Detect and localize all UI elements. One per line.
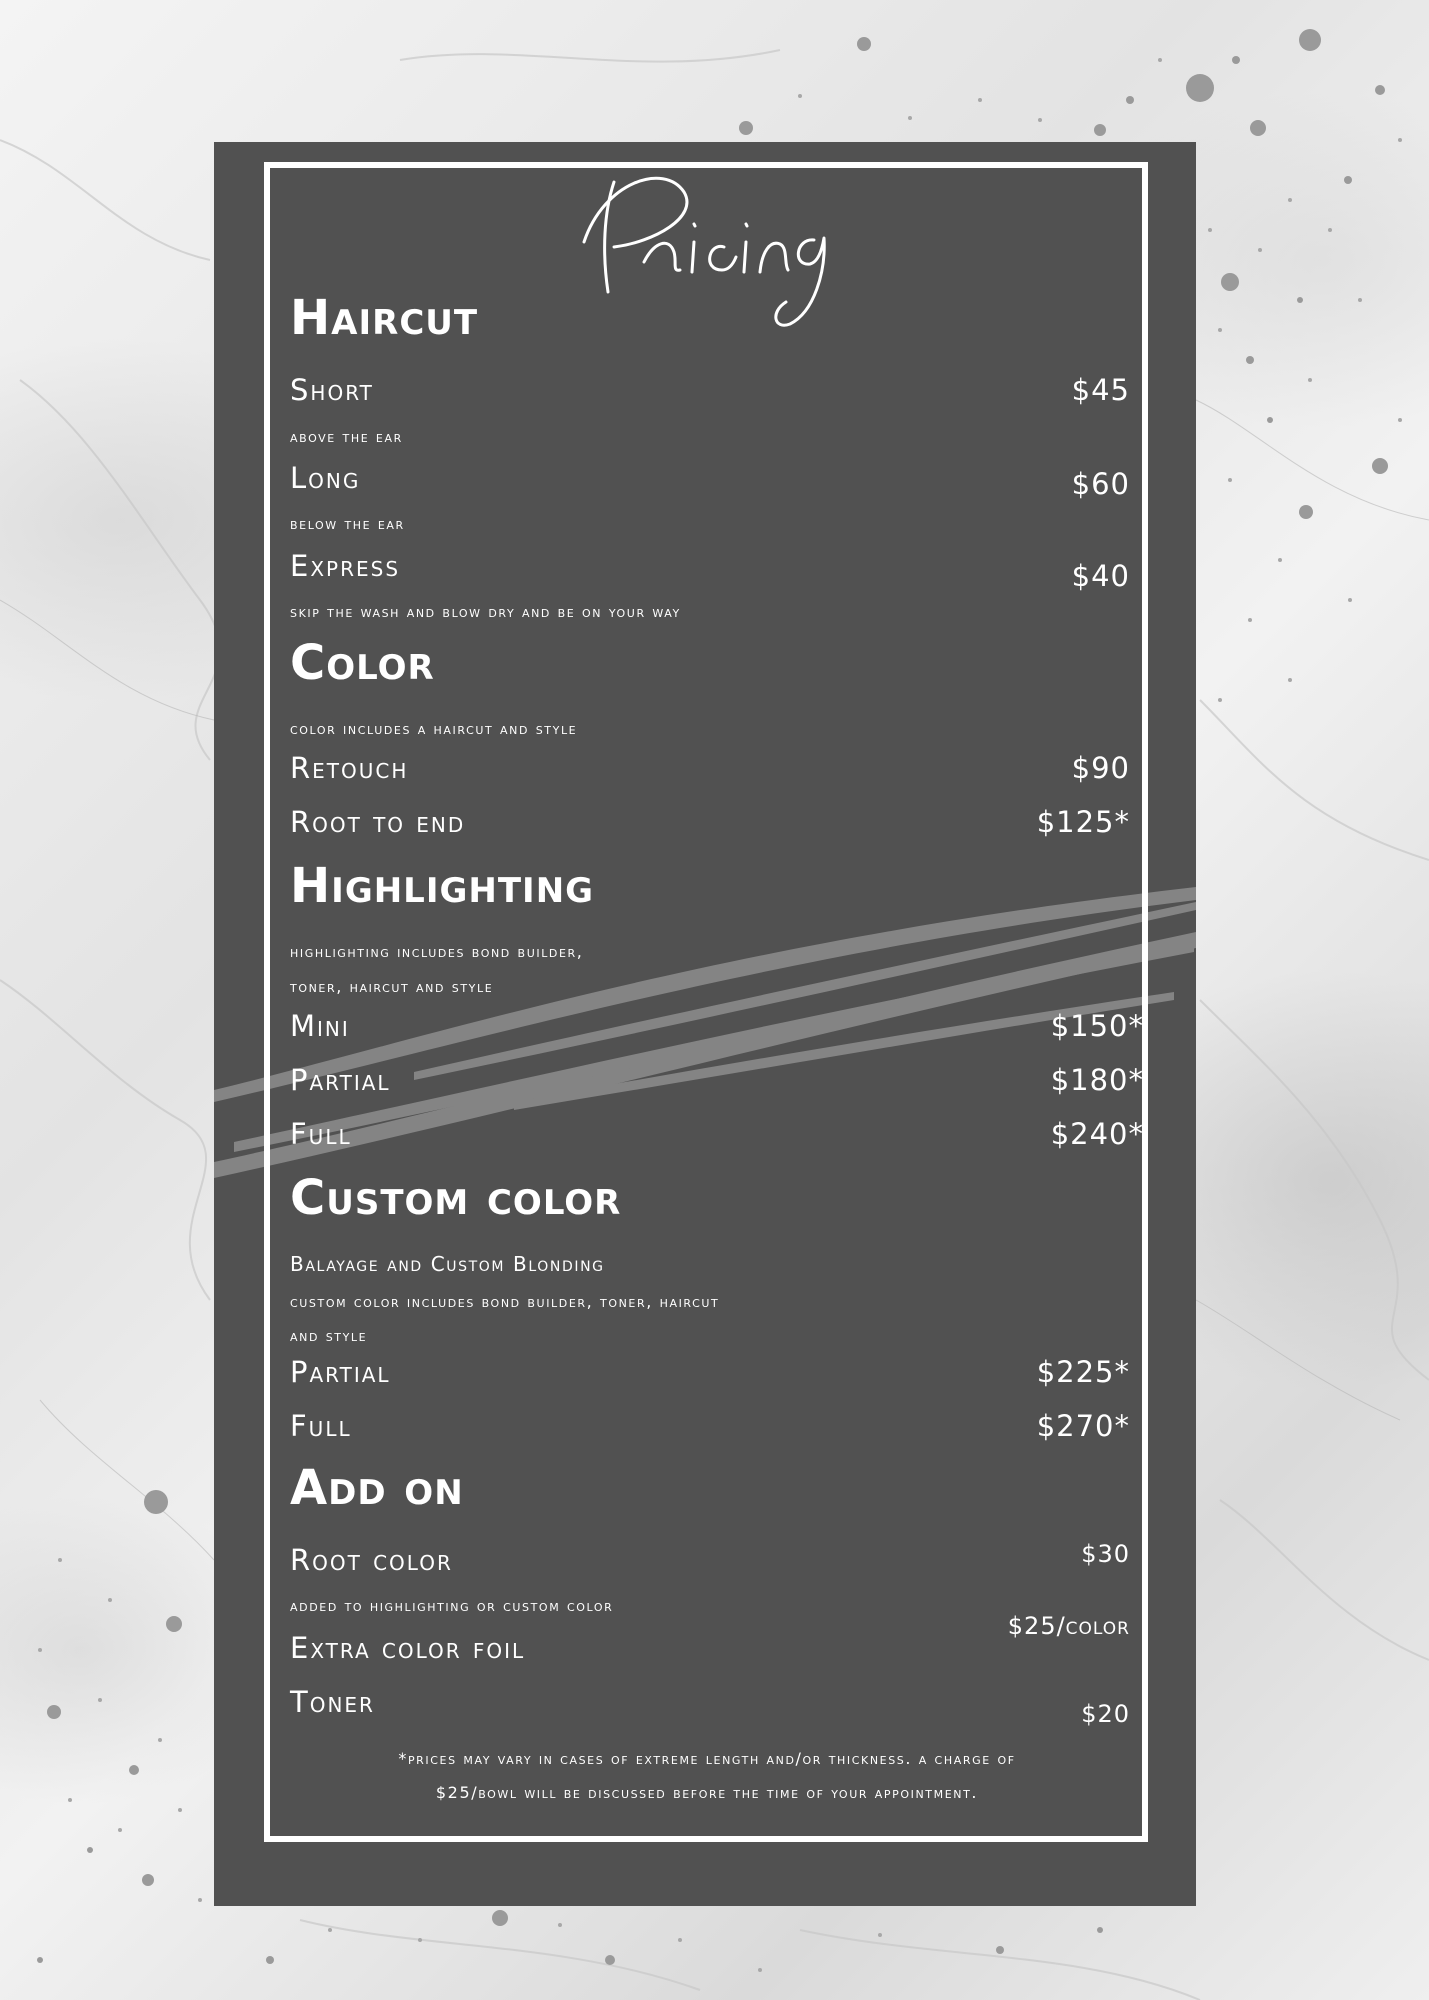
item-price-extra-color-foil: $25/color [1007, 1612, 1130, 1640]
item-price-express: $40 [1071, 559, 1130, 593]
item-name-toner: Toner [290, 1685, 375, 1719]
item-name-long: Long [290, 461, 361, 495]
item-price-toner: $20 [1081, 1700, 1130, 1728]
section-title-color: Color [290, 635, 435, 691]
item-price-root-to-end: $125* [1036, 805, 1130, 839]
section-title-add-on: Add on [290, 1460, 464, 1516]
item-price-mini: $150* [1050, 1009, 1144, 1043]
item-name-full-custom: Full [290, 1409, 352, 1443]
item-price-full-highlight: $240* [1050, 1117, 1144, 1151]
item-name-root-to-end: Root to end [290, 805, 466, 839]
item-name-retouch: Retouch [290, 751, 409, 785]
item-price-short: $45 [1071, 373, 1130, 407]
item-name-partial-custom: Partial [290, 1355, 391, 1389]
section-note-custom-color-line2: and style [290, 1326, 368, 1345]
section-note-highlighting-line1: highlighting includes bond builder, [290, 942, 584, 961]
item-name-full-highlight: Full [290, 1117, 352, 1151]
item-name-partial-highlight: Partial [290, 1063, 391, 1097]
pricing-script-title [574, 142, 834, 342]
pricing-card [214, 142, 1196, 1906]
footnote-line2: $25/bowl will be discussed before the time of your appointment. [435, 1783, 979, 1802]
item-price-root-color: $30 [1081, 1540, 1130, 1568]
section-note-highlighting-line2: toner, haircut and style [290, 977, 494, 996]
section-title-highlighting: Highlighting [290, 858, 595, 914]
item-price-full-custom: $270* [1036, 1409, 1130, 1443]
item-price-long: $60 [1071, 467, 1130, 501]
item-name-short: Short [290, 373, 374, 407]
footnote-line1: *prices may vary in cases of extreme length and/or thickness. a charge of [398, 1749, 1016, 1768]
item-note-short: above the ear [290, 427, 403, 446]
section-subtitle-custom-color: Balayage and Custom Blonding [290, 1252, 605, 1276]
section-title-custom-color: Custom color [290, 1170, 622, 1226]
item-note-express: skip the wash and blow dry and be on your way [290, 602, 681, 621]
item-price-retouch: $90 [1071, 751, 1130, 785]
item-note-long: below the ear [290, 514, 405, 533]
section-title-haircut: Haircut [290, 290, 479, 346]
item-name-root-color: Root color [290, 1543, 453, 1577]
item-note-root-color: added to highlighting or custom color [290, 1596, 614, 1615]
item-name-extra-color-foil: Extra color foil [290, 1631, 526, 1665]
section-note-color: color includes a haircut and style [290, 719, 578, 738]
section-note-custom-color-line1: custom color includes bond builder, toner, haircut [290, 1292, 720, 1311]
item-price-partial-highlight: $180* [1050, 1063, 1144, 1097]
item-name-express: Express [290, 549, 401, 583]
item-price-partial-custom: $225* [1036, 1355, 1130, 1389]
item-name-mini: Mini [290, 1009, 350, 1043]
